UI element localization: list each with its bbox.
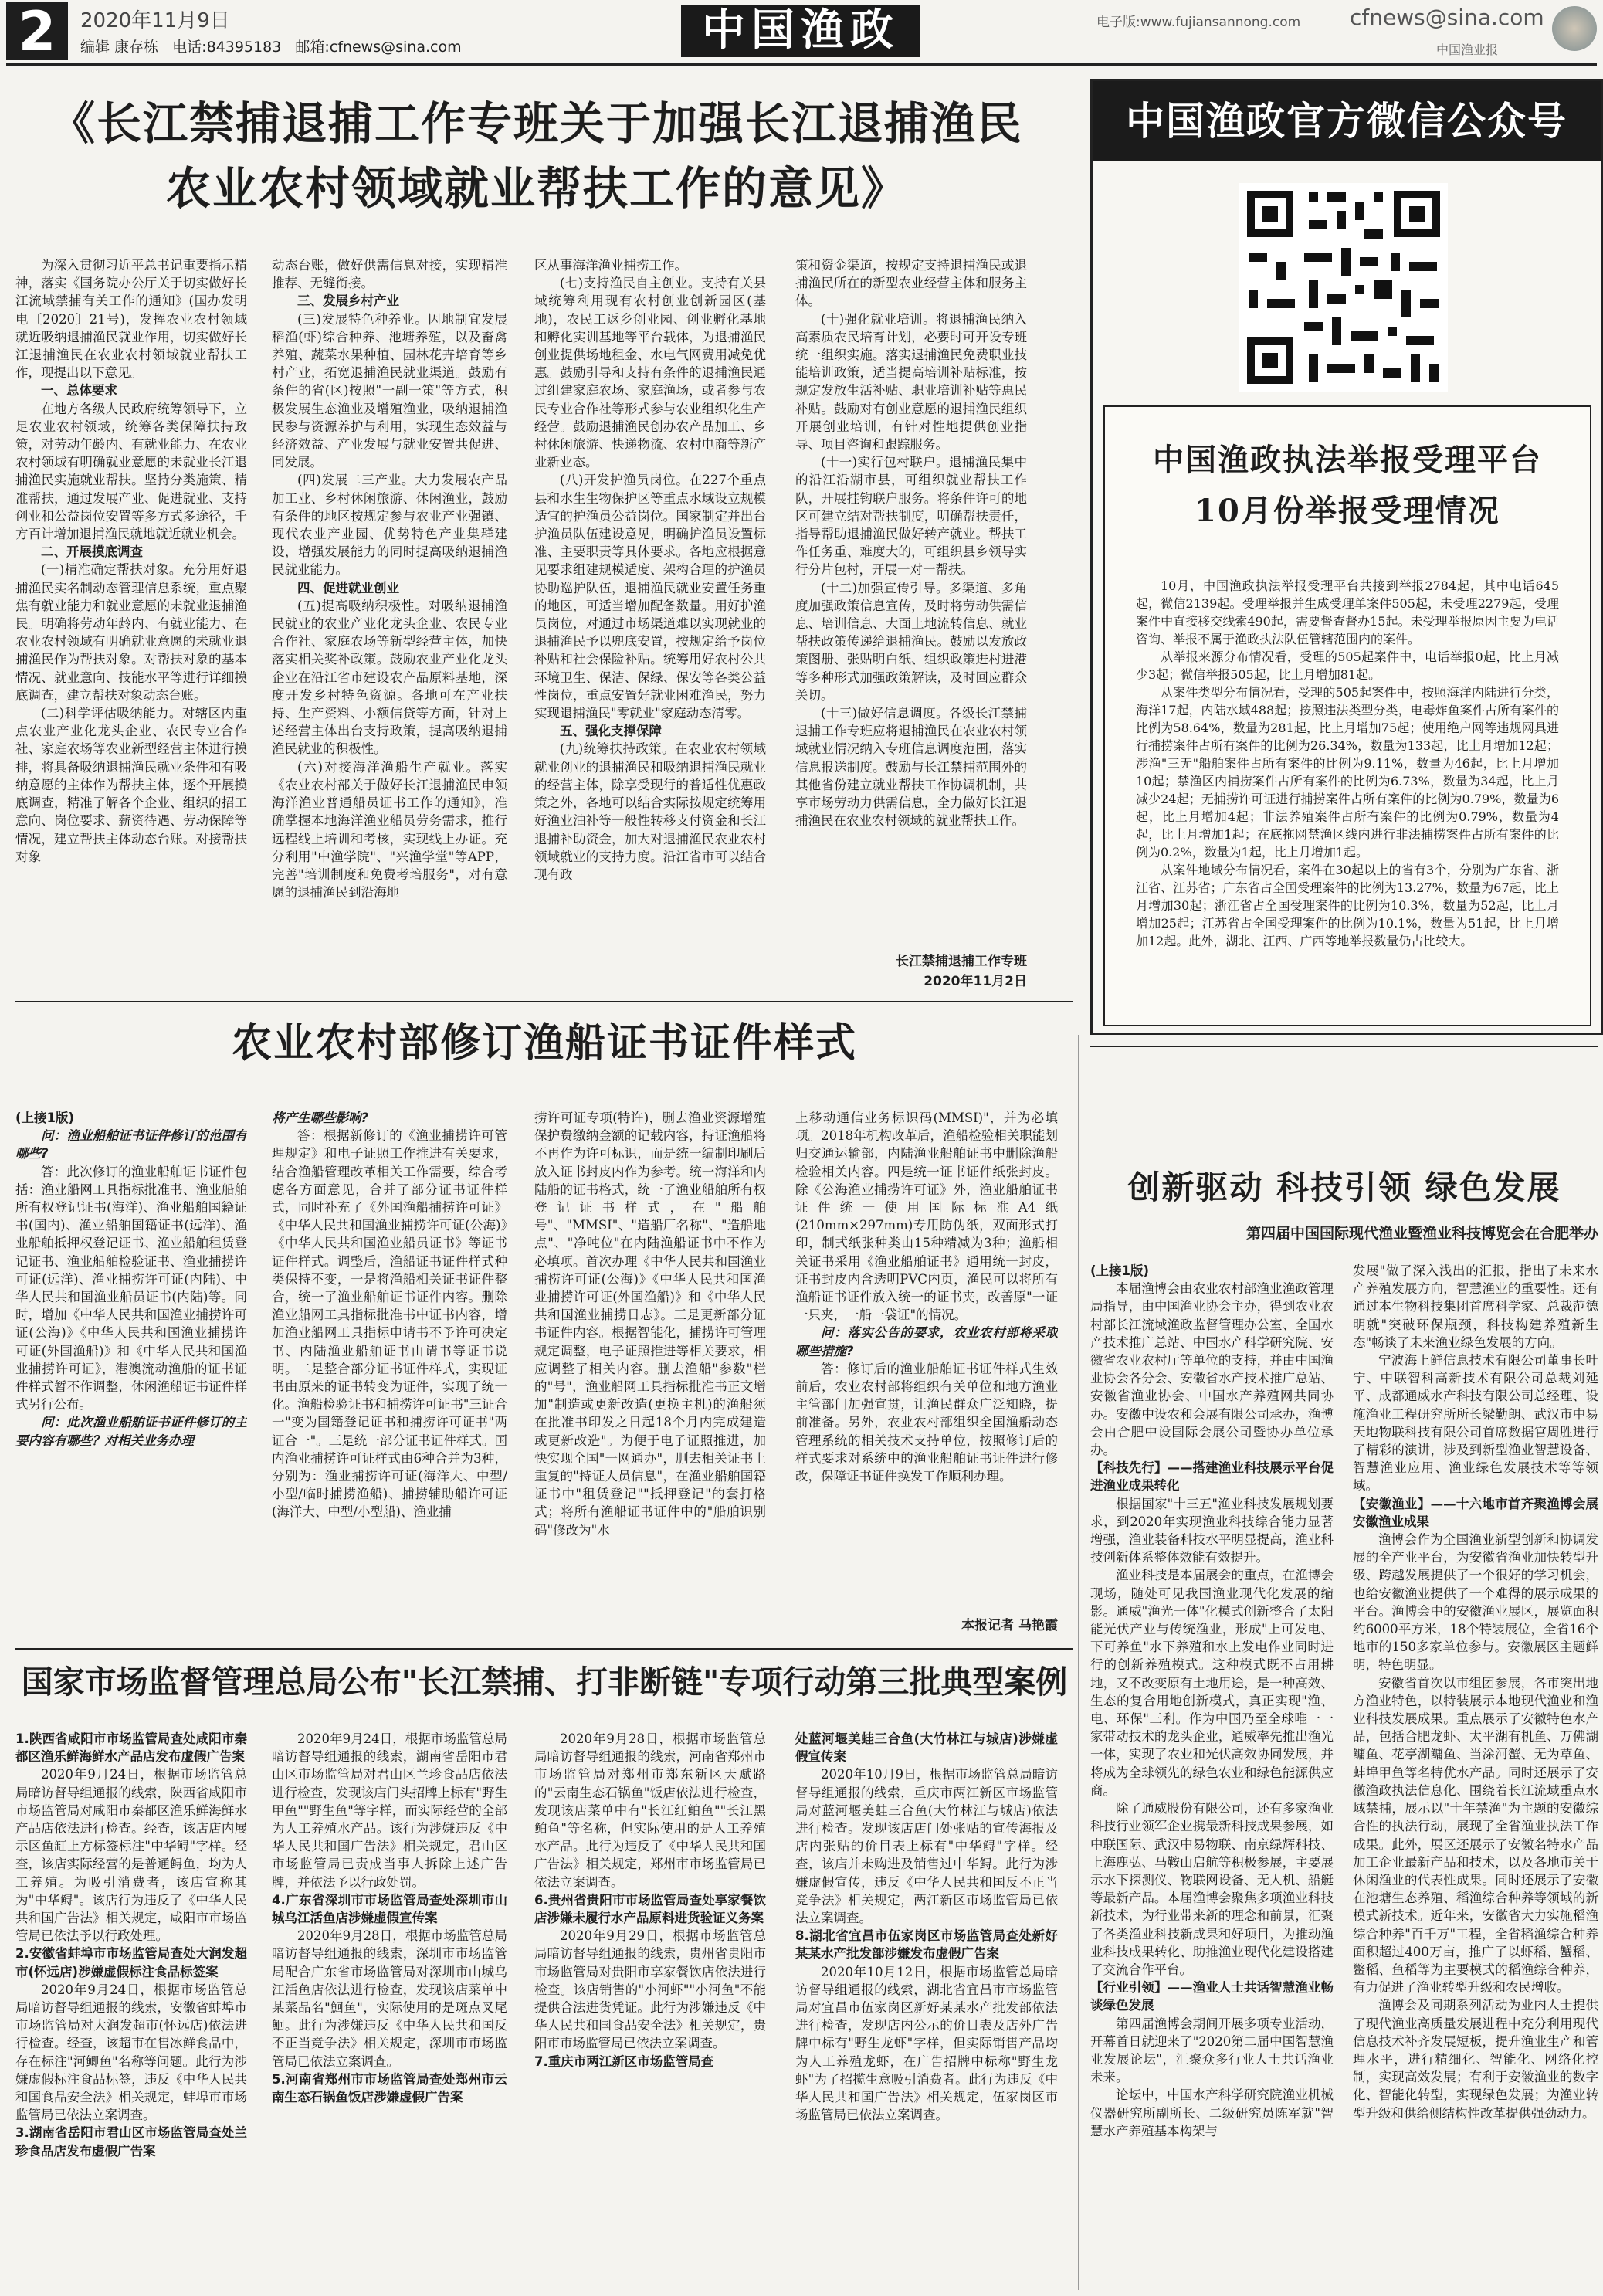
innovation-para: 渔博会及同期系列活动为业内人士提供了现代渔业高质量发展进程中充分利用现代信息技术补齐发展短板，提升渔业生产和管理水平，进行精细化、智能化、网络化控制，实现高效发展；有利于安徽渔业的数字化、智能化转型，实现绿色发展；为渔业转型升级和供给侧结构性改革提供强劲动力。 bbox=[1353, 1998, 1598, 2121]
case-heading: 7.重庆市两江新区市场监管局查 bbox=[534, 2054, 714, 2069]
case-para: 2020年10月9日，根据市场监管总局暗访督导组通报的线索，重庆市两江新区市场监管局对蓝河堰美蛙三合鱼(大竹林江与城店)依法进行检查。发现该店店门处张贴的宣传海报及店内张贴的价目表上标有"中华鲟"字样。经查，该店并未购进及销售过中华鲟。此行为涉嫌虚假宣传，违反《中华人民共和国反不正当竞争法》相关规定，两江新区市场监管局已依法立案调查。 bbox=[795, 1767, 1058, 1926]
case-heading: 1.陕西省咸阳市市场监管局查处咸阳市秦都区渔乐鲜海鲜水产品店发布虚假广告案 bbox=[15, 1731, 247, 1765]
article2-question-cont: 将产生哪些影响? bbox=[272, 1111, 369, 1125]
article1-section-heading: 四、促进就业创业 bbox=[297, 580, 399, 595]
article1-section-heading: 三、发展乡村产业 bbox=[297, 293, 399, 309]
article1-para: (十三)做好信息调度。各级长江禁捕退捕工作专班应将退捕渔民在农业农村领域就业情况纳入专班信息调度范围，落实信息报送制度。鼓励与长江禁捕范围外的其他省份建立就业帮扶工作协调机制，共享市场劳动力供需信息，全力做好长江退捕渔民在农业农村领域的就业帮扶工作。 bbox=[795, 706, 1027, 829]
article1-para: (九)统筹扶持政策。在农业农村领域就业创业的退捕渔民和吸纳退捕渔民就业的经营主体，除享受现行的普适性优惠政策之外，各地可以结合实际按规定统筹用好渔业油补等一般性转移支付资金和长江退捕补助资金，加大对退捕渔民农业农村领域就业的支持力度。沿江省市可以结合现有政 bbox=[534, 741, 766, 882]
innovation-para: 第四届渔博会期间开展多项专业活动，开幕首日就迎来了"2020第二届中国智慧渔业发展论坛"，汇聚众多行业人士共话渔业未来。 bbox=[1090, 2016, 1334, 2085]
innovation-para: 根据国家"十三五"渔业科技发展规划要求，到2020年实现渔业科技综合能力显著增强，渔业装备科技水平明显提高，渔业科技创新体系整体效能有效提升。 bbox=[1090, 1496, 1334, 1565]
page-header bbox=[0, 0, 1603, 62]
header-rule bbox=[6, 63, 1597, 66]
innovation-para: 渔博会作为全国渔业新型创新和协调发展的全产业平台，为安徽省渔业加快转型升级、跨越发展提供了一个很好的学习机会，也给安徽渔业提供了一个难得的展示成果的平台。渔博会中的安徽渔业展区，展览面积约6000平方米，18个特装展位，全省16个地市的150多家单位参与。安徽展区主题鲜明，特色明显。 bbox=[1353, 1532, 1598, 1673]
report-para: 从案件类型分布情况看，受理的505起案件中，按照海洋内陆进行分类，海洋17起，内陆水域488起；按照违法类型分类，电毒炸鱼案件占所有案件的比例为58.64%，数量为281起，比上月增加75起；使用绝户网等违规网具进行捕捞案件占所有案件的比例为26.34%，数量为133起，比上月增加12起；涉渔"三无"船舶案件占所有案件的比例为9.11%，数量为46起，比上月增加10起；禁渔区内捕捞案件占所有案件的比例为6.73%，数量为34起，比上月减少24起；无捕捞许可证进行捕捞案件占所有案件的比例为0.79%，数量为6起，比上月增加4起；非法养殖案件占所有案件的比例为0.79%，数量为4起，比上月增加1起；在底拖网禁渔区线内进行非法捕捞案件占所有案件的比例为0.2%，数量为1起，比上月增加1起。 bbox=[1136, 685, 1559, 860]
case-heading: 3.湖南省岳阳市君山区市场监管局查处兰珍食品店发布虚假广告案 bbox=[15, 2125, 247, 2159]
masthead-box bbox=[681, 5, 920, 57]
article1-para: (八)开发护渔员岗位。在227个重点县和水生生物保护区等重点水域设立规模适宜的护渔员公益岗位。国家制定并出台护渔员队伍建设意见，明确护渔员设置标准、主要职责等具体要求。各地应根据意见要求组建规模适度、架构合理的护渔员协助巡护队伍，退捕渔民就业安置任务重的地区，可适当增加配备数量。用好护渔员岗位，对通过市场渠道难以实现就业的退捕渔民予以兜底安置，按规定给予岗位补贴和社会保险补贴。统筹用好农村公共环境卫生、保洁、保绿、保安等各类公益性岗位，重点安置好就业困难渔民，努力实现退捕渔民"零就业"家庭动态清零。 bbox=[534, 473, 766, 721]
article1-col2 bbox=[272, 256, 507, 1029]
innovation-para: 本届渔博会由农业农村部渔业渔政管理局指导，由中国渔业协会主办，得到农业农村部长江流域渔政监督管理办公室、全国水产技术推广总站、中国水产科学研究院、安徽省农业农村厅等单位的支持，并由中国渔业协会各分会、安徽省水产技术推广总站、安徽省渔业协会、中国水产养殖网共同协办。安徽中设农和会展有限公司承办，渔博会由合肥中设国际会展公司暨协办单位承办。 bbox=[1090, 1281, 1334, 1458]
article2-answer: 答：根据新修订的《渔业捕捞许可管理规定》和电子证照工作推进有关要求，结合渔船管理改革相关工作需要，综合考虑各方面意见，合并了部分证书证件样式，同时补充了《外国渔船捕捞许可证》《中华人民共和国渔业捕捞许可证(公海)》《中华人民共和国渔业船员证书》等证书证件样式。调整后，渔船证书证件样式种类保持不变，一是将渔船相关证书证件整合，统一了渔业船舶证书证件内容。删除渔业船网工具指标批准书中证书内容，增加渔业船网工具指标申请书不予许可决定书、内陆渔业船舶证书由请书等证书说明。二是整合部分证书证件样式，实现证书由原来的证书转变为证件，实现了统一化。渔船检验证书和捕捞许可证书"三证合一"变为国籍登记证书和捕捞许可证书"两证合一"。三是统一部分证书证件样式。国内渔业捕捞许可证样式由6种合并为3种，分别为：渔业捕捞许可证(海洋大、中型/小型/临时捕捞渔船)、捕捞辅助船许可证(海洋大、中型/小型船)、渔业捕 bbox=[272, 1128, 507, 1520]
case-para: 2020年9月28日，根据市场监管总局暗访督导组通报的线索，河南省郑州市市场监管局对郑州市郑东新区天赋路的"云南生态石锅鱼"饭店依法进行检查，发现该店菜单中有"长江红鲌鱼""长江黑鲌鱼"等名称，但实际使用的是人工养殖水产品。此行为违反了《中华人民共和国广告法》相关规定，郑州市市场监管局已依法立案调查。 bbox=[534, 1731, 766, 1890]
report-body bbox=[1136, 577, 1559, 1025]
innovation-title: 创新驱动 科技引领 绿色发展 bbox=[1127, 1168, 1561, 1206]
cases-col3 bbox=[534, 1730, 766, 2290]
article1-para: (十一)实行包村联户。退捕渔民集中的沿江沿湖市县，可组织就业帮扶工作队，开展挂钩联户服务。将条件许可的地区可建立结对帮扶制度，明确帮扶责任，指导帮助退捕渔民做好转产就业。帮扶工作任务重、难度大的，可组织县乡领导实行分片包村，开展一对一帮扶。 bbox=[795, 455, 1027, 578]
article1-para: 策和资金渠道，按规定支持退捕渔民或退捕渔民所在的新型农业经营主体和服务主体。 bbox=[795, 258, 1027, 309]
divider-article2 bbox=[15, 1001, 1073, 1002]
article1-para: (一)精准确定帮扶对象。充分用好退捕渔民实名制动态管理信息系统，重点聚焦有就业能力和就业意愿的未就业退捕渔民。明确将劳动年龄内、有就业能力、在农业农村领域有明确就业意愿的未就业退捕渔民作为帮扶对象。对帮扶对象的基本情况、就业意向、技能水平等进行详细摸底调查，建立帮扶对象动态台账。 bbox=[15, 562, 247, 703]
article1-col1 bbox=[15, 256, 247, 1029]
cases-col4 bbox=[795, 1730, 1058, 2290]
issue-date: 2020年11月9日 bbox=[80, 9, 230, 32]
report-title-line2: 10月份举报受理情况 bbox=[1195, 493, 1500, 529]
article1-para: (七)支持渔民自主创业。支持有关县域统筹利用现有农村创业创新园区(基地)，农民工返乡创业园、创业孵化基地和孵化实训基地等平台载体，为退捕渔民创业提供场地租金、水电气网费用减免优惠。鼓励引导和支持有条件的退捕渔民通过组建家庭农场、家庭渔场，或者参与农民专业合作社等形式参与农业组织化生产经营。鼓励退捕渔民创办农产品加工、乡村休闲旅游、快递物流、农村电商等新产业新业态。 bbox=[534, 276, 766, 470]
article1-section-heading: 一、总体要求 bbox=[41, 383, 117, 398]
cases-col1 bbox=[15, 1730, 247, 2290]
article1-title-line2: 农业农村领域就业帮扶工作的意见》 bbox=[165, 162, 907, 215]
report-para: 10月，中国渔政执法举报受理平台共接到举报2784起，其中电话645起，微信2139起。受理举报并生成受理单案件505起，未受理2279起，受理案件中直接移交线索490起，需要督查督办15起。未受理举报原因主要为电话咨询、举报不属于渔政执法队伍管辖范围内的案件。 bbox=[1136, 578, 1559, 646]
article1-para: (二)科学评估吸纳能力。对辖区内重点农业产业化龙头企业、农民专业合作社、家庭农场等农业新型经营主体进行摸排，将具备吸纳退捕渔民就业条件和有吸纳意愿的主体作为帮扶主体，逐个开展摸底调查，精准了解各个企业、组织的招工意向、岗位要求、薪资待遇、劳动保障等情况，建立帮扶主体动态台账。对接帮扶对象 bbox=[15, 706, 247, 864]
article1-para: 为深入贯彻习近平总书记重要指示精神，落实《国务院办公厅关于切实做好长江流域禁捕有关工作的通知》(国办发明电〔2020〕21号)，发挥农业农村领域就近吸纳退捕渔民就业作用，切实做好长江退捕渔民在农业农村领域就业帮扶工作，现提出以下意见。 bbox=[15, 258, 247, 381]
divider-cases bbox=[15, 1648, 1073, 1650]
paper-name: 中国渔业报 bbox=[1436, 42, 1499, 57]
innovation-para: 宁波海上鲜信息技术有限公司董事长叶宁、中联智科高新技术有限公司总裁刘延平、成都通威水产科技有限公司总经理、设施渔业工程研究所所长梁勤朗、武汉市中易天地物联科技有限公司首席数据官周胜进行了精彩的演讲，涉及到新型渔业智慧设备、智慧渔业应用、渔业绿色发展技术等等领域。 bbox=[1353, 1353, 1598, 1494]
logo-icon bbox=[1552, 6, 1597, 51]
article1-para: 区从事海洋渔业捕捞工作。 bbox=[534, 258, 687, 273]
wechat-box bbox=[1090, 79, 1603, 1035]
article1-signature: 长江禁捕退捕工作专班 bbox=[896, 954, 1027, 969]
editor-name: 编辑 康存栋 bbox=[80, 39, 159, 56]
case-heading: 6.贵州省贵阳市市场监管局查处享家餐饮店涉嫌未履行水产品原料进货验证义务案 bbox=[534, 1892, 766, 1926]
cases-title: 国家市场监督管理总局公布"长江禁捕、打非断链"专项行动第三批典型案例 bbox=[21, 1663, 1068, 1701]
article1-para: (五)提高吸纳积极性。对吸纳退捕渔民就业的农业产业化龙头企业、农民专业合作社、家庭农场等新型经营主体，加快落实相关奖补政策。鼓励农业产业化龙头企业在沿江省市建设农产品原料基地，深度开发乡村特色资源。各地可在产业扶持、生产资料、小额信贷等方面，针对上述经营主体出台支持政策，提高吸纳退捕渔民就业的积极性。 bbox=[272, 598, 507, 757]
report-title-line1: 中国渔政执法举报受理平台 bbox=[1153, 442, 1542, 478]
qr-code bbox=[1239, 183, 1448, 392]
case-para: 2020年9月28日，根据市场监管总局暗访督导组通报的线索，深圳市市场监管局配合广东省市场监管局对深圳市山城乌江活鱼店依法进行检查，发现该店菜单中某菜品名"鮰鱼"，实际使用的是斑点叉尾鮰。此行为涉嫌违反《中华人民共和国反不正当竞争法》相关规定，深圳市市场监管局已依法立案调查。 bbox=[272, 1928, 507, 2069]
article1-para: (四)发展二三产业。大力发展农产品加工业、乡村休闲旅游、休闲渔业，鼓励有条件的地区按规定参与农业产业强镇、现代农业产业园、优势特色产业集群建设，增强发展能力的同时提高吸纳退捕渔民就业能力。 bbox=[272, 473, 507, 578]
article2-answer-cont: 上移动通信业务标识码(MMSI)"，并为必填项。2018年机构改革后，渔船检验相关职能划归交通运输部，内陆渔业船舶证书中删除渔船检验相关内容。四是统一证书证件纸张封皮。除《公海渔业捕捞许可证》外，渔业船舶证书证件统一使用国际标准A4纸(210mm×297mm)专用防伪纸，双面形式打印，制式纸张种类由15种精减为3种；渔船相关证书采用《渔业船舶证书》通用统一封皮，证书封皮内含透明PVC内页，渔民可以将所有渔船证书证件放入统一的证书夹，改善原"一证一只夹，一船一袋证"的情况。 bbox=[795, 1111, 1058, 1323]
article1-para: (三)发展特色种养业。因地制宜发展稻渔(虾)综合种养、池塘养殖，以及畜禽养殖、蔬菜水果种植、园林花卉培育等乡村产业，拓宽退捕渔民就业渠道。鼓励有条件的省(区)按照"一副一策"等方式，积极发展生态渔业及增殖渔业，吸纳退捕渔民参与资源养护与利用，实现生态效益与经济效益、产业发展与就业安置共促进、同发展。 bbox=[272, 311, 507, 470]
article1-para: (十二)加强宣传引导。多渠道、多角度加强政策信息宣传，及时将劳动供需信息、培训信息、大面上地流转信息、就业帮扶政策传递给退捕渔民。鼓励以发放政策图册、张贴明白纸、组织政策进村进港等多种形式加强政策解读，及时回应群众关切。 bbox=[795, 580, 1027, 703]
article2-title: 农业农村部修订渔船证书证件样式 bbox=[231, 1019, 857, 1067]
innovation-para: 论坛中，中国水产科学研究院渔业机械仪器研究所副所长、二级研究员陈军就"智慧水产养殖基本构架与 bbox=[1090, 2087, 1334, 2138]
innovation-subtitle: 第四届中国国际现代渔业暨渔业科技博览会在合肥举办 bbox=[1245, 1225, 1598, 1242]
report-title bbox=[1105, 435, 1590, 537]
innovation-continued: (上接1版) bbox=[1090, 1263, 1150, 1278]
innovation-section: 【科技先行】——搭建渔业科技展示平台促进渔业成果转化 bbox=[1090, 1460, 1334, 1494]
article1-para: (十)强化就业培训。将退捕渔民纳入高素质农民培育计划，必要时可开设专班统一组织实施。落实退捕渔民免费职业技能培训政策，适当提高培训补贴标准，按规定发放生活补贴、职业培训补贴等惠民补贴。鼓励对有创业意愿的退捕渔民组织开展创业培训，有针对性地提供创业指导、项目咨询和跟踪服务。 bbox=[795, 311, 1027, 453]
article2-answer-cont: 捞许可证专项(特许)，删去渔业资源增殖保护费缴纳金额的记载内容，持证渔船将不再作为许可标识，而是统一编制印刷后放入证书封皮内作为参考。统一海洋和内陆船的证书格式，统一了渔业船舶所有权登记证书样式，在"船舶号"、"MMSI"、"造船厂名称"、"造船地点"、"净吨位"在内陆渔船证书中不作为必填项。首次办理《中华人民共和国渔业捕捞许可证(公海)》《中华人民共和国渔业捕捞许可证(外国渔船)》和《中华人民共和国渔业捕捞日志》。三是更新部分证书证件内容。根据智能化，捕捞许可管理规定调整，电子证照推进等相关要求，相应调整了相关内容。删去渔船"参数"栏的"号"，渔业船网工具指标批准书正文增加"制造或更新改造(更换主机)的渔船须在批准书印发之日起18个月内完成建造或更新改造"。为便于电子证照推进，加快实现全国"一网通办"，删去相关证书上重复的"持证人员信息"，在渔业船舶国籍证书中"租赁登记""抵押登记"的套打格式；将所有渔船证书证件中的"船舶识别码"修改为"水 bbox=[534, 1111, 766, 1538]
masthead-title: 中国渔政 bbox=[702, 5, 900, 56]
case-para: 2020年9月24日，根据市场监管总局暗访督导组通报的线索，安徽省蚌埠市市场监管局对大润发超市(怀远店)依法进行检查。经查，该超市在售冰鲜食品中，存在标注"河鲫鱼"名称等问题。此行为涉嫌虚假标注食品标签，违反《中华人民共和国食品安全法》相关规定，蚌埠市市场监管局已依法立案调查。 bbox=[15, 1982, 247, 2123]
article2-question: 问：此次渔业船舶证书证件修订的主要内容有哪些？对相关业务办理 bbox=[15, 1415, 247, 1448]
innovation-section: 【安徽渔业】——十六地市首齐聚渔博会展安徽渔业成果 bbox=[1353, 1496, 1598, 1529]
article2-col4 bbox=[795, 1109, 1058, 1603]
article2-question: 问：渔业船舶证书证件修订的范围有哪些? bbox=[15, 1128, 247, 1162]
article1-signature-block bbox=[795, 951, 1027, 992]
article2-answer: 答：此次修订的渔业船舶证书证件包括：渔业船网工具指标批准书、渔业船舶所有权登记证书(海洋)、渔业船舶国籍证书(国内)、渔业船舶国籍证书(远洋)、渔业船舶抵押权登记证书、渔业船舶租赁登记证书、渔业船舶检验证书、渔业捕捞许可证(远洋)、渔业捕捞许可证(内陆)、中华人民共和国渔业船员证书(内陆)等。同时，增加《中华人民共和国渔业捕捞许可证(公海)》《中华人民共和国渔业捕捞许可证(外国渔船)》和《中华人民共和国渔业捕捞许可证》，港澳流动渔船的证书证件样式暂不作调整，休闲渔船证书证件样式另行公布。 bbox=[15, 1164, 247, 1413]
case-heading: 处蓝河堰美蛙三合鱼(大竹林江与城店)涉嫌虚假宣传案 bbox=[795, 1731, 1058, 1765]
wechat-banner: 中国渔政官方微信公众号 bbox=[1093, 81, 1601, 161]
article1-title bbox=[23, 91, 1050, 221]
contact-email: cfnews@sina.com bbox=[1350, 5, 1544, 30]
divider-innovation bbox=[1090, 1046, 1598, 1047]
article1-col4 bbox=[795, 256, 1027, 951]
case-para: 2020年9月24日，根据市场监管总局暗访督导组通报的线索，陕西省咸阳市市场监管局对咸阳市秦都区渔乐鲜海鲜水产品店依法进行检查。经查，该店店内展示区鱼缸上方标签标注"中华鲟"字样。经查，该店实际经营的是普通鲟鱼，均为人工养殖。为吸引消费者，该店宣称其为"中华鲟"。该店行为违反了《中华人民共和国广告法》相关规定，咸阳市市场监管局已依法予以行政处理。 bbox=[15, 1767, 247, 1944]
page-number: 2 bbox=[6, 2, 68, 60]
report-box bbox=[1103, 405, 1591, 1026]
article1-sign-date: 2020年11月2日 bbox=[924, 974, 1027, 989]
case-heading: 8.湖北省宜昌市伍家岗区市场监管局查处新好某某水产批发部涉嫌发布虚假广告案 bbox=[795, 1928, 1058, 1962]
editor-phone: 电话:84395183 bbox=[172, 39, 282, 56]
editor-email: 邮箱:cfnews@sina.com bbox=[295, 39, 462, 56]
case-heading: 5.河南省郑州市市场监管局查处郑州市云南生态石锅鱼饭店涉嫌虚假广告案 bbox=[272, 2071, 507, 2105]
innovation-para: 安徽省首次以市组团参展，各市突出地方渔业特色，以特装展示本地现代渔业和渔业科技发展成果。重点展示了安徽特色水产品，包括合肥龙虾、太平湖有机鱼、万佛湖鳙鱼、花亭湖鳙鱼、当涂河蟹、无为草鱼、蚌埠甲鱼等名特优水产品。同时还展示了安徽渔政执法信息化、围绕着长江流域重点水域禁捕，展示以"十年禁渔"为主题的安徽综合性的执法行动，展现了全省渔业执法工作成果。此外，展区还展示了安徽名特水产品加工企业最新产品和技术，以及各地市关于休闲渔业的代表性成果。同时还展示了安徽在池塘生态养殖、稻渔综合种养等领域的新模式新技术。近年来，安徽省大力实施稻渔综合种养"百千万"工程，全省稻渔综合种养面积超过400万亩，推广了以虾稻、蟹稻、鳖稻、鱼稻等为主要模式的稻渔综合种养，有力促进了渔业转型升级和农民增收。 bbox=[1353, 1675, 1598, 1996]
e-edition: 电子版:www.fujiansannong.com bbox=[1096, 15, 1301, 30]
qr-code-graphic bbox=[1239, 183, 1448, 392]
column-divider-right bbox=[1078, 1035, 1079, 2290]
article2-answer: 答：修订后的渔业船舶证书证件样式生效前后，农业农村部将组织有关单位和地方渔业主管部门加强宣贯，让渔民群众广泛知晓，提前准备。另外，农业农村部组织全国渔船动态管理系统的相关技术支持单位，按照修订后的样式要求对系统中的渔业船舶证书证件进行修改，保障证书证件换发工作顺利办理。 bbox=[795, 1361, 1058, 1484]
article1-col3 bbox=[534, 256, 766, 1029]
article1-para: 动态台账，做好供需信息对接，实现精准推荐、无缝衔接。 bbox=[272, 258, 507, 291]
case-heading: 2.安徽省蚌埠市市场监管局查处大润发超市(怀远店)涉嫌虚假标注食品标签案 bbox=[15, 1946, 247, 1979]
article1-title-line1: 《长江禁捕退捕工作专班关于加强长江退捕渔民 bbox=[49, 97, 1023, 150]
article2-continued: (上接1版) bbox=[15, 1111, 75, 1125]
case-para: 2020年10月12日，根据市场监管总局暗访督导组通报的线索，湖北省宜昌市市场监管局对宜昌市伍家岗区新好某某水产批发部依法进行检查，发现店内公示的价目表及店外广告牌中标有"野生龙虾"字样，但实际销售产品均为人工养殖龙虾，在广告招牌中标称"野生龙虾"为了招揽生意吸引消费者。此行为违反《中华人民共和国广告法》相关规定，伍家岗区市场监管局已依法立案调查。 bbox=[795, 1964, 1058, 2123]
cases-col2 bbox=[272, 1730, 507, 2290]
innovation-section: 【行业引领】——渔业人士共话智慧渔业畅谈绿色发展 bbox=[1090, 1980, 1334, 2013]
article2-col1 bbox=[15, 1109, 247, 1650]
article1-para: (六)对接海洋渔船生产就业。落实《农业农村部关于做好长江退捕渔民申领海洋渔业普通船员证书工作的通知》，准确掌握本地海洋渔业船员劳务需求，推行远程线上培训和考核，实现线上办证。充分利用"中渔学院"、"兴渔学堂"等APP，完善"培训制度和免费考培服务"，对有意愿的退捕渔民到沿海地 bbox=[272, 759, 507, 900]
article2-col3 bbox=[534, 1109, 766, 1650]
case-para: 2020年9月24日，根据市场监管总局暗访督导组通报的线索，湖南省岳阳市君山区市场监管局对君山区兰珍食品店依法进行检查，发现该店门头招牌上标有"野生甲鱼""野生鱼"等字样，而实际经营的全部为人工养殖水产品。该行为涉嫌违反《中华人民共和国广告法》相关规定，君山区市场监管局已责成当事人拆除上述广告牌，并依法予以行政处罚。 bbox=[272, 1731, 507, 1890]
article2-reporter: 本报记者 马艳霞 bbox=[961, 1618, 1058, 1633]
article1-section-heading: 五、强化支撑保障 bbox=[560, 724, 662, 739]
article1-para: 在地方各级人民政府统筹领导下，立足农业农村领域，统筹各类保障扶持政策，对劳动年龄内、有就业能力、在农业农村领域有明确就业意愿的未就业长江退捕渔民实施就业帮扶。坚持分类施策、精准帮扶，通过发展产业、促进就业、支持创业和公益岗位安置等多方式多途径，千方百计增加退捕渔民就地就近就业机会。 bbox=[15, 401, 247, 542]
article2-question: 问：落实公告的要求，农业农村部将采取哪些措施? bbox=[795, 1325, 1058, 1358]
innovation-para: 除了通威股份有限公司，还有多家渔业科技行业领军企业携最新科技成果参展，如中联国际、武汉中易物联、南京绿辉科技、上海鹿弘、马鞍山启航等积极参展，主要展示水下探测仪、物联网设备、无人机、船艇等最新产品。本届渔博会聚焦多项渔业科技新技术，为行业带来新的理念和前景，汇聚了各类渔业科技新成果和好项目，为推动渔业科技成果转化、助推渔业现代化建设搭建了交流合作平台。 bbox=[1090, 1801, 1334, 1977]
report-para: 从举报来源分布情况看，受理的505起案件中，电话举报0起，比上月减少3起；微信举报505起，比上月增加81起。 bbox=[1136, 649, 1559, 682]
case-heading: 4.广东省深圳市市场监管局查处深圳市山城乌江活鱼店涉嫌虚假宣传案 bbox=[272, 1892, 507, 1926]
report-para: 从案件地域分布情况看，案件在30起以上的省有3个，分别为广东省、浙江省、江苏省；广东省占全国受理案件的比例为13.27%，数量为67起，比上月增加30起；浙江省占全国受理案件的比例为10.3%，数量为52起，比上月增加25起；江苏省占全国受理案件的比例为10.1%，数量为51起，比上月增加12起。此外，湖北、江西、广西等地举报数量仍占比较大。 bbox=[1136, 863, 1559, 948]
innovation-col2 bbox=[1353, 1262, 1598, 2285]
editor-info bbox=[80, 36, 462, 56]
case-para: 2020年9月29日，根据市场监管总局暗访督导组通报的线索，贵州省贵阳市市场监管局对贵阳市享家餐饮店依法进行检查。该店销售的"小河虾""小河鱼"不能提供合法进货凭证。此行为涉嫌违反《中华人民共和国食品安全法》相关规定，贵阳市市场监管局已依法立案调查。 bbox=[534, 1928, 766, 2051]
innovation-col1 bbox=[1090, 1262, 1334, 2285]
article1-section-heading: 二、开展摸底调查 bbox=[41, 544, 143, 560]
innovation-para: 发展"做了深入浅出的汇报，指出了未来水产养殖发展方向，智慧渔业的重要性。还有通过本生物科技集团首席科学家、总裁范德明就"突破环保瓶颈，科技构建养殖新生态"畅谈了未来渔业绿色发展的方向。 bbox=[1353, 1263, 1598, 1350]
article2-col2 bbox=[272, 1109, 507, 1650]
innovation-para: 渔业科技是本届展会的重点，在渔博会现场，随处可见我国渔业现代化发展的缩影。通威"渔光一体"化模式创新整合了太阳能光伏产业与传统渔业，形成"上可发电、下可养鱼"水下养殖和水上发电作业同时进行的创新养殖模式。这种模式既不占用耕地，又不改变原有土地用途，是一种高效、生态的复合用地创新模式，真正实现"渔、电、环保"三利。作为中国乃至全球唯一一家带动技术的龙头企业，通威率先推出渔光一体，实现了农业和光伏高效协同发展，并将成为全球领先的绿色农业和绿色能源供应商。 bbox=[1090, 1568, 1334, 1798]
